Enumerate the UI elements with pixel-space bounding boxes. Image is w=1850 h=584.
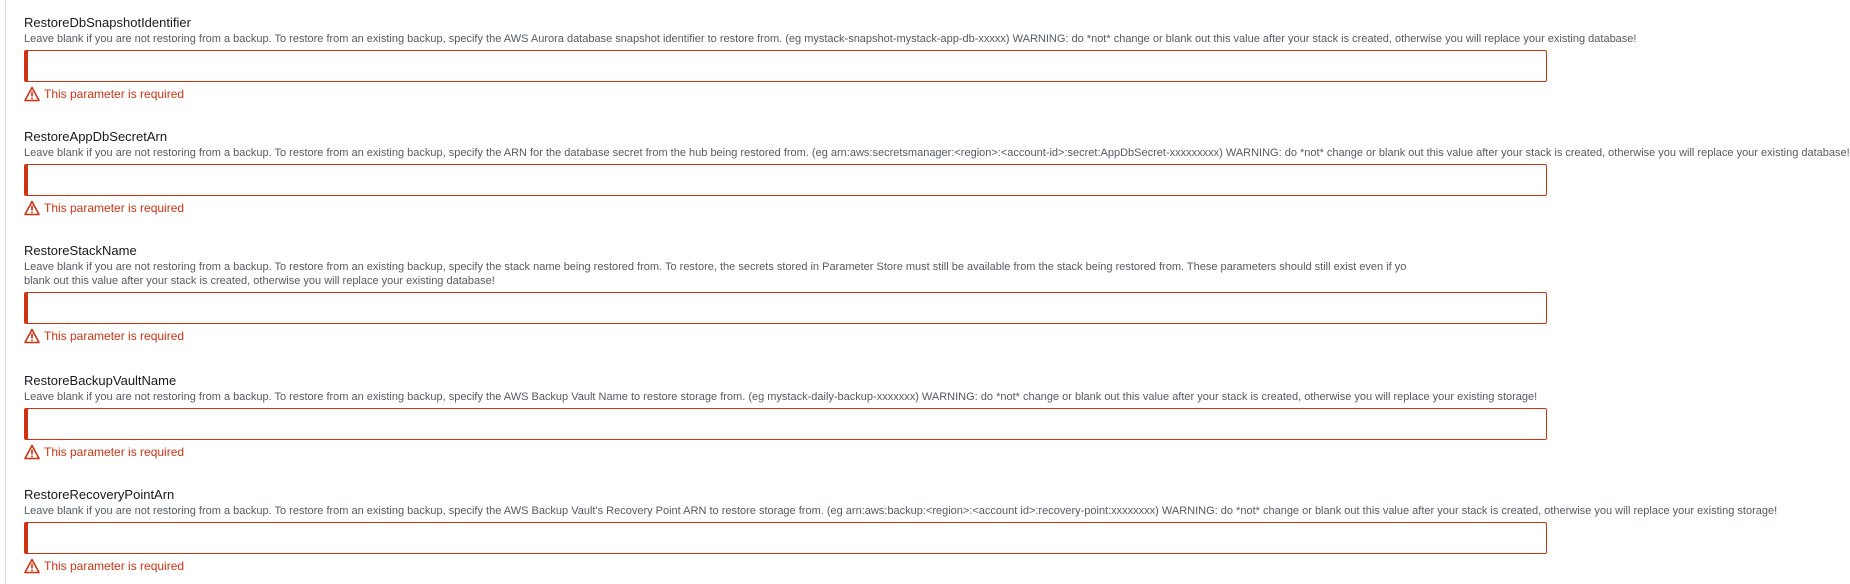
param-error-text: This parameter is required	[44, 201, 185, 215]
restore-backup-vault-name-input[interactable]	[24, 408, 1547, 440]
warning-triangle-icon	[24, 86, 40, 102]
param-error-text: This parameter is required	[44, 559, 185, 573]
param-description-line-2: blank out this value after your stack is created, otherwise you will replace your existing database!	[24, 275, 495, 287]
param-error-message	[24, 200, 1565, 216]
restore-recovery-point-arn-input[interactable]	[24, 522, 1547, 554]
param-error-message	[24, 86, 1565, 102]
restore-stack-name-input[interactable]	[24, 292, 1547, 324]
param-description: Leave blank if you are not restoring from a backup. To restore from an existing backup, specify the AWS Backup Vault's Recovery Point ARN to restore storage from. (eg arn:aws:backup:<region>:<account id>:recovery-point:xxxxxxxx) WARNING: do *not* change or blank out this value after your stack is created, otherwise you will replace your existing storage!	[24, 505, 1778, 517]
param-label: RestoreDbSnapshotIdentifier	[24, 15, 191, 30]
param-error-message	[24, 444, 1565, 460]
restore-app-db-secret-arn-input[interactable]	[24, 164, 1547, 196]
param-restore-stack-name	[24, 243, 1565, 344]
warning-triangle-icon	[24, 444, 40, 460]
param-restore-db-snapshot-identifier	[24, 15, 1637, 102]
warning-triangle-icon	[24, 200, 40, 216]
warning-triangle-icon	[24, 328, 40, 344]
param-description: Leave blank if you are not restoring from a backup. To restore from an existing backup, specify the AWS Backup Vault Name to restore storage from. (eg mystack-daily-backup-xxxxxxx) WARNING: do *not* change or blank out this value after your stack is created, otherwise you will replace your existing storage!	[24, 391, 1538, 403]
warning-triangle-icon	[24, 558, 40, 574]
param-label: RestoreBackupVaultName	[24, 373, 177, 388]
param-error-message	[24, 328, 1565, 344]
param-error-message	[24, 558, 1565, 574]
param-error-text: This parameter is required	[44, 445, 185, 459]
param-error-text: This parameter is required	[44, 329, 185, 343]
param-description: Leave blank if you are not restoring from a backup. To restore from an existing backup, specify the AWS Aurora database snapshot identifier to restore from. (eg mystack-snapshot-mystack-app-db-xxxxx) WARNING: do *not* change or blank out this value after your stack is created, otherwise you will replace your existing database!	[24, 33, 1637, 45]
param-error-text: This parameter is required	[44, 87, 185, 101]
param-restore-app-db-secret-arn	[24, 129, 1850, 216]
param-label: RestoreAppDbSecretArn	[24, 129, 168, 144]
restore-db-snapshot-identifier-input[interactable]	[24, 50, 1547, 82]
param-label: RestoreRecoveryPointArn	[24, 487, 175, 502]
param-label: RestoreStackName	[24, 243, 137, 258]
param-description: Leave blank if you are not restoring from a backup. To restore from an existing backup, specify the ARN for the database secret from the hub being restored from. (eg arn:aws:secretsmanager:<region>:<account-id>:secret:AppDbSecret-xxxxxxxxx) WARNING: do *not* change or blank out this value after your stack is created, otherwise you will replace your existing database!	[24, 147, 1850, 159]
param-description-line-1: Leave blank if you are not restoring from a backup. To restore from an existing backup, specify the stack name being restored from. To restore, the secrets stored in Parameter Store must still be available from the stack being restored from. These parameters should still exist even if yo	[24, 261, 1407, 273]
param-restore-recovery-point-arn	[24, 487, 1778, 574]
param-restore-backup-vault-name	[24, 373, 1565, 460]
page-left-border	[5, 0, 6, 584]
